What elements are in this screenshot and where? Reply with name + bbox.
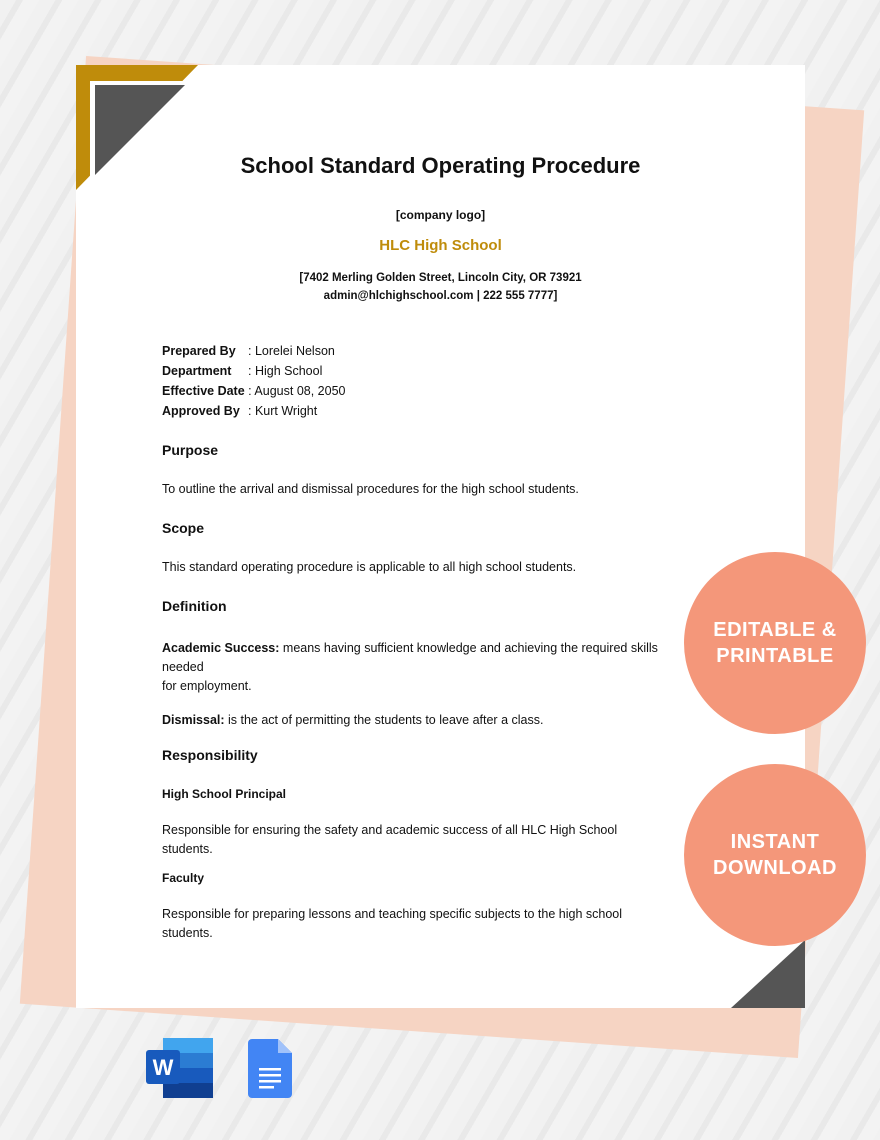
meta-value: : Kurt Wright xyxy=(248,404,318,418)
badge-line: PRINTABLE xyxy=(716,645,834,667)
logo-placeholder: [company logo] xyxy=(395,208,486,222)
meta-row xyxy=(162,401,345,421)
meta-row xyxy=(162,361,345,381)
google-docs-icon xyxy=(248,1039,292,1098)
term: Dismissal: xyxy=(162,713,225,727)
role-principal: High School Principal xyxy=(162,787,287,801)
role-faculty-text: Responsible for preparing lessons and teaching specific subjects to the high school students. xyxy=(162,907,622,940)
term: Academic Success: xyxy=(162,641,280,655)
definition-heading: Definition xyxy=(162,598,227,614)
address-block xyxy=(76,269,805,305)
meta-value: : High School xyxy=(248,364,323,378)
meta-row xyxy=(162,381,345,401)
editable-printable-badge xyxy=(684,552,866,734)
meta-value: : Lorelei Nelson xyxy=(248,344,335,358)
word-icon xyxy=(146,1038,214,1098)
school-name: HLC High School xyxy=(379,237,502,254)
meta-label: Department xyxy=(162,364,232,378)
meta-label: Effective Date xyxy=(162,384,245,398)
address: [7402 Merling Golden Street, Lincoln City, OR 73921 xyxy=(299,272,582,284)
responsibility-heading: Responsibility xyxy=(162,747,258,763)
term-text: for employment. xyxy=(162,679,252,693)
instant-download-badge xyxy=(684,764,866,946)
contact: admin@hlchighschool.com | 222 555 7777] xyxy=(323,290,558,302)
scope-heading: Scope xyxy=(162,520,205,536)
term-text: is the act of permitting the students to leave after a class. xyxy=(224,713,544,727)
role-principal-text: Responsible for ensuring the safety and academic success of all HLC High School students. xyxy=(162,823,618,856)
term-text: means having sufficient knowledge and achieving the required skills needed xyxy=(162,641,658,674)
definition-dismissal xyxy=(162,711,667,730)
document-title: School Standard Operating Procedure xyxy=(240,153,641,178)
definition-academic xyxy=(162,639,667,696)
scope-text: This standard operating procedure is applicable to all high school students. xyxy=(162,560,577,574)
word-letter: W xyxy=(152,1055,174,1080)
meta-value: : August 08, 2050 xyxy=(248,384,346,398)
corner-decoration-bottom xyxy=(731,940,805,1008)
meta-label: Approved By xyxy=(162,404,240,418)
badge-line: DOWNLOAD xyxy=(713,857,837,879)
purpose-text: To outline the arrival and dismissal procedures for the high school students. xyxy=(162,482,579,496)
badge-line: EDITABLE & xyxy=(713,619,837,641)
badge-line: INSTANT xyxy=(730,831,820,853)
meta-label: Prepared By xyxy=(162,344,236,358)
role-faculty: Faculty xyxy=(162,871,205,885)
meta-row xyxy=(162,341,345,361)
meta-block xyxy=(162,341,345,421)
purpose-heading: Purpose xyxy=(162,442,219,458)
